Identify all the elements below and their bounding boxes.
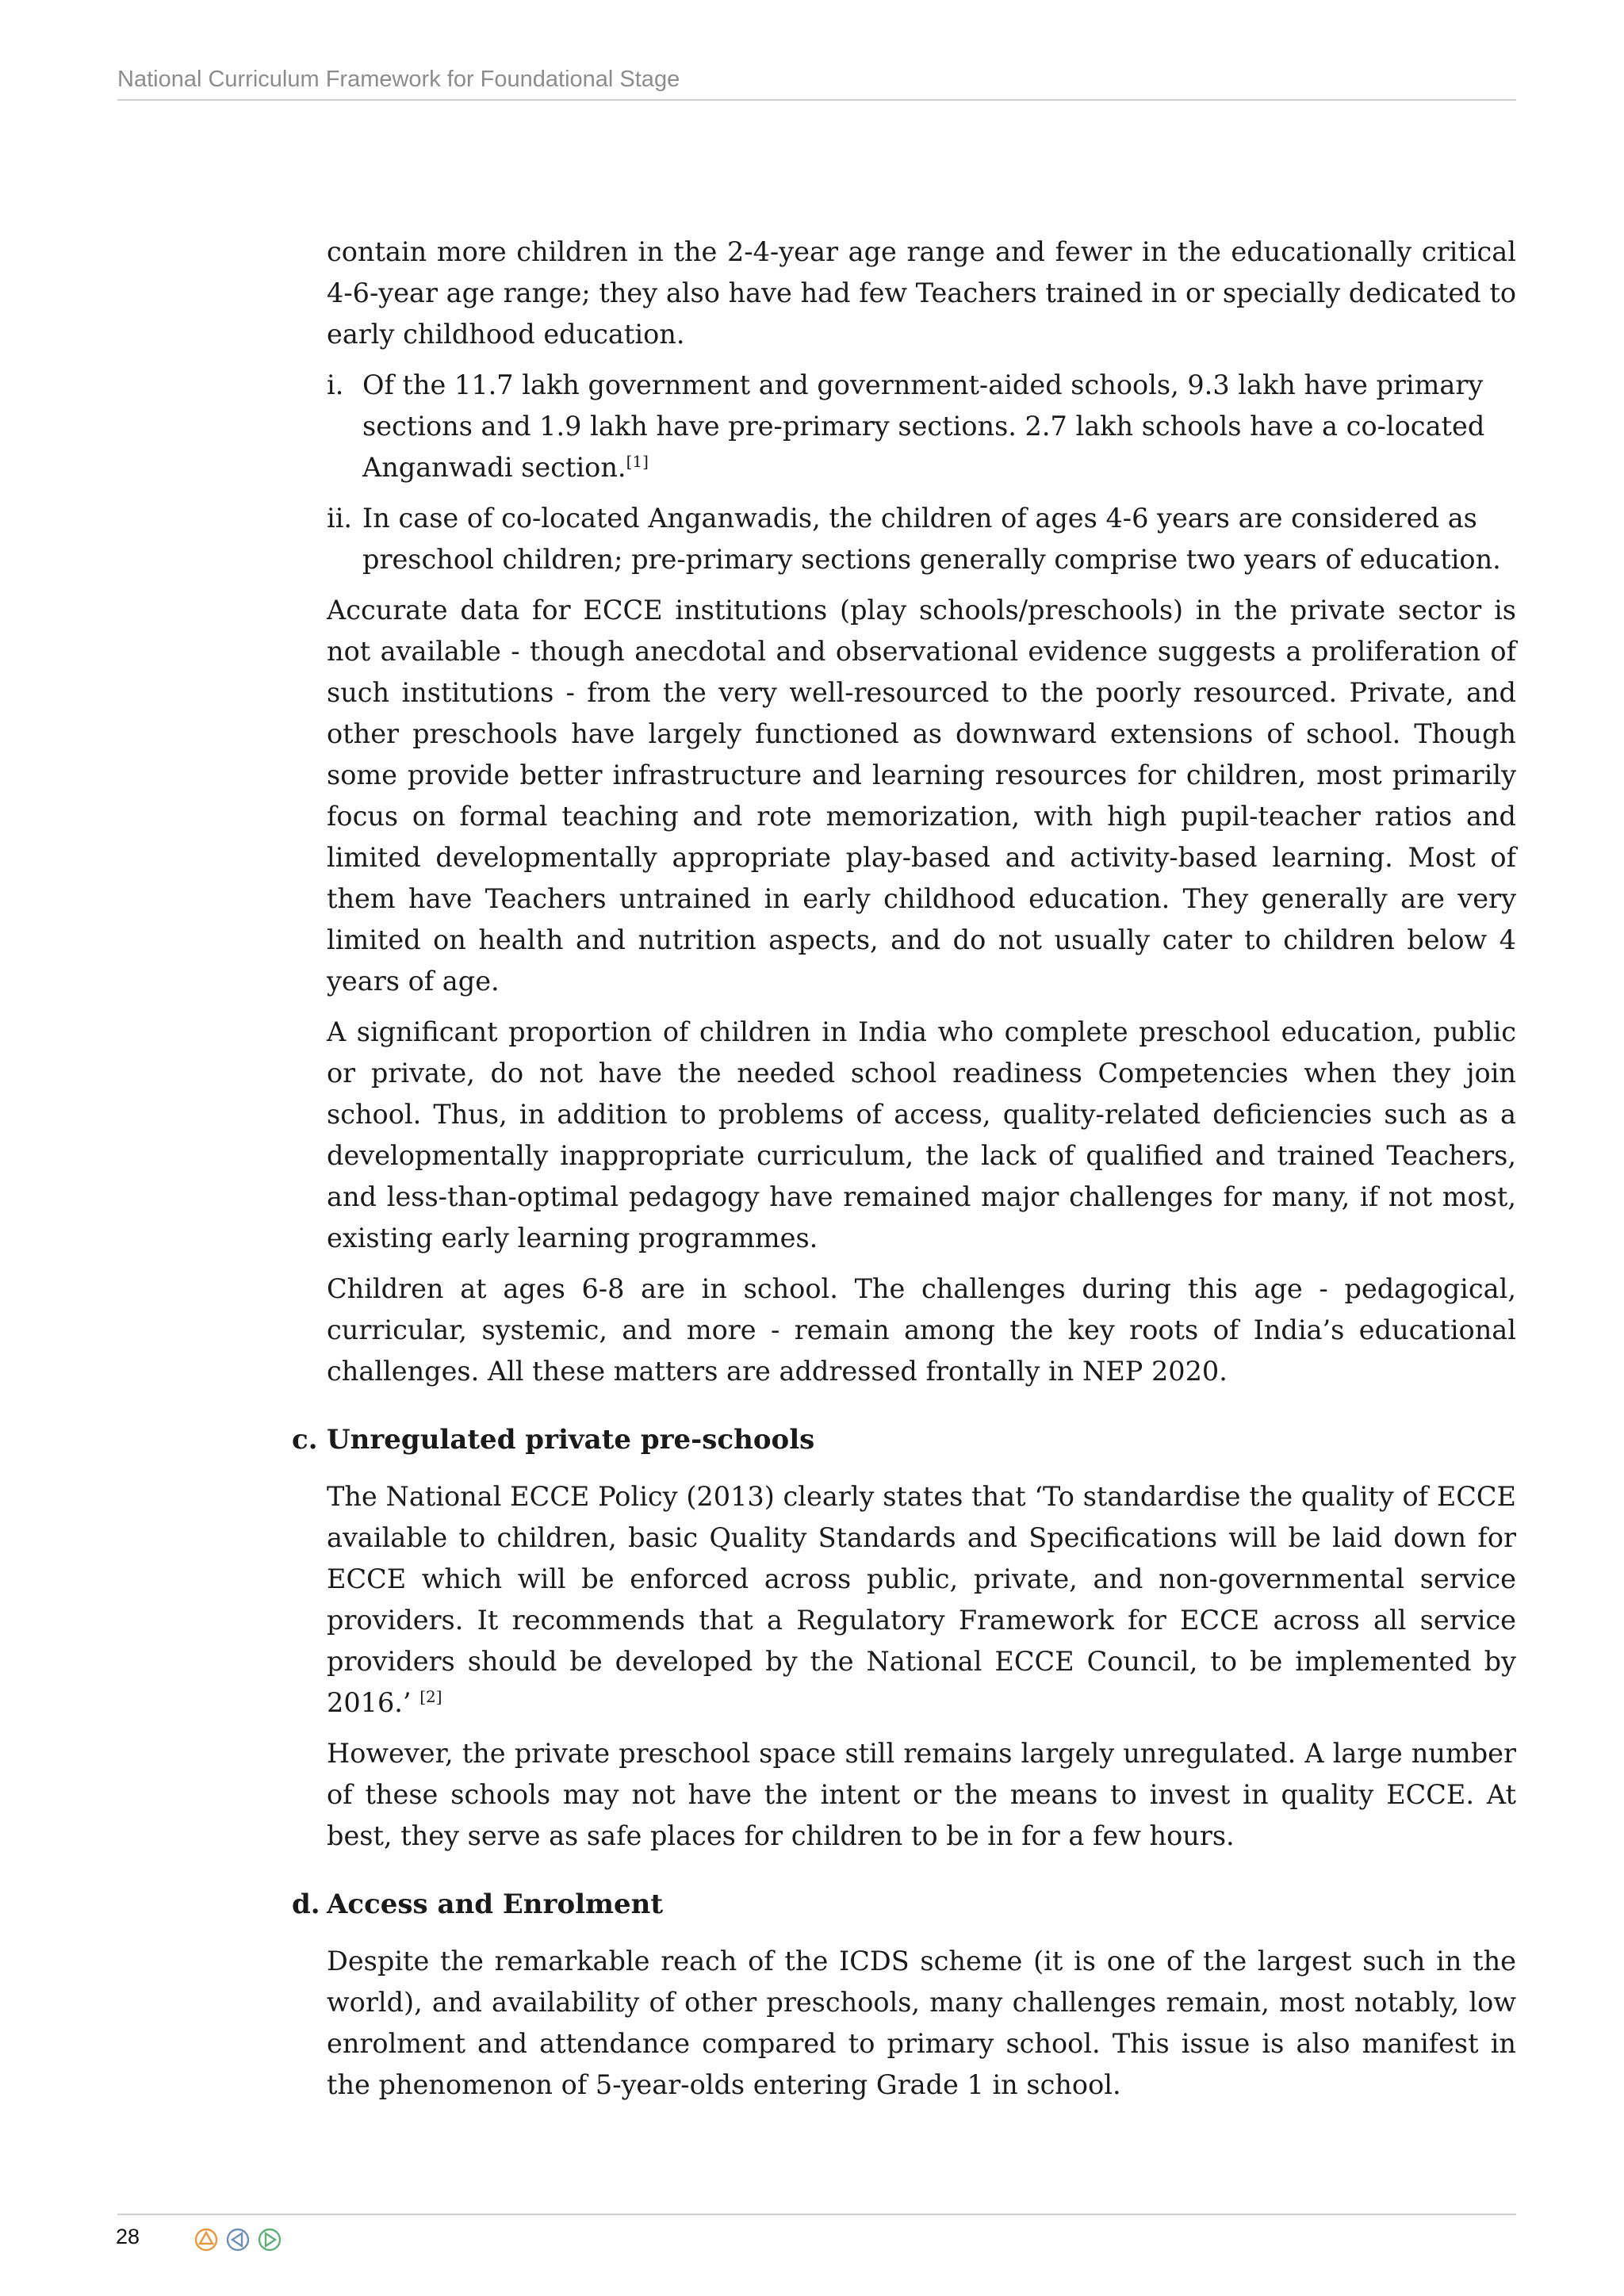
list-item xyxy=(327,365,1512,488)
section-title: Unregulated private pre-schools xyxy=(327,1424,815,1456)
logo-blue-triangle xyxy=(232,2233,242,2246)
section-letter: c. xyxy=(292,1424,318,1456)
list-marker: ii. xyxy=(327,503,353,534)
footnote-ref[interactable]: [1] xyxy=(626,451,649,471)
list-item xyxy=(327,498,1512,580)
running-header-title: National Curriculum Framework for Foundational Stage xyxy=(117,67,680,92)
running-header xyxy=(117,67,1516,101)
body-paragraph: Despite the remarkable reach of the ICDS scheme (it is one of the largest such in the world), and availability of other preschools, many challenges remain, most notably, low enrolment and attendance compared to primary school. This issue is also manifest in the phenomenon of 5-year-olds entering Grade 1 in school. xyxy=(327,1946,1516,2100)
main-content xyxy=(292,232,1516,2115)
section-letter: d. xyxy=(292,1888,320,1920)
paragraph-text: The National ECCE Policy (2013) clearly states that ‘To standardise the quality of ECCE available to children, basic Quality Standards and Specifications will be laid down for ECCE which will be enforced across public, private, and non-governmental service providers. It recommends that a Regulatory Framework for ECCE across all service providers should be developed by the National ECCE Council, to be implemented by 2016.’ xyxy=(327,1481,1516,1718)
section-c xyxy=(292,1419,1516,1857)
section-d xyxy=(292,1884,1516,2106)
body-paragraph: A significant proportion of children in India who complete preschool education, public or private, do not have the needed school readiness Competencies when they join school. Thus, in addition to problems of access, quality-related deficiencies such as a developmentally inappropriate curriculum, the lack of qualified and trained Teachers, and less-than-optimal pedagogy have remained major challenges for many, if not most, existing early learning programmes. xyxy=(327,1016,1516,1253)
logo-orange-triangle xyxy=(200,2233,213,2244)
body-paragraph xyxy=(327,1476,1516,1724)
body-paragraph: Children at ages 6-8 are in school. The challenges during this age - pedagogical, curricular, systemic, and more - remain among the key roots of India’s educational challenges. All these matters are addressed frontally in NEP 2020. xyxy=(327,1273,1516,1387)
list-item-text: Of the 11.7 lakh government and government-aided schools, 9.3 lakh have primary sections and 1.9 lakh have pre-primary sections. 2.7 lakh schools have a co-located Anganwadi section. xyxy=(362,369,1485,483)
section-heading xyxy=(292,1884,1516,1925)
section-heading xyxy=(292,1419,1516,1460)
page-number: 28 xyxy=(116,2225,140,2248)
logo-green-triangle xyxy=(266,2233,275,2246)
section-title: Access and Enrolment xyxy=(327,1888,664,1920)
intro-paragraph: contain more children in the 2-4-year age range and fewer in the educationally critical 4-6-year age range; they also have had few Teachers trained in or specially dedicated to early childhood education. xyxy=(327,236,1516,350)
ncf-logo-icon xyxy=(193,2226,282,2253)
body-paragraph: However, the private preschool space still remains largely unregulated. A large number of these schools may not have the intent or the means to invest in quality ECCE. At best, they serve as safe places for children to be in for a few hours. xyxy=(327,1738,1516,1851)
body-paragraph: Accurate data for ECCE institutions (play schools/preschools) in the private sector is not available - though anecdotal and observational evidence suggests a proliferation of such institutions - from the very well-resourced to the poorly resourced. Private, and other preschools have largely functioned as downward extensions of school. Though some provide better infrastructure and learning resources for children, most primarily focus on formal teaching and rote memorization, with high pupil-teacher ratios and limited developmentally appropriate play-based and activity-based learning. Most of them have Teachers untrained in early childhood education. They generally are very limited on health and nutrition aspects, and do not usually cater to children below 4 years of age. xyxy=(327,595,1516,997)
list-item-text: In case of co-located Anganwadis, the children of ages 4-6 years are considered as preschool children; pre-primary sections generally comprise two years of education. xyxy=(362,503,1501,575)
list-marker: i. xyxy=(327,369,344,400)
numbered-list xyxy=(327,365,1516,580)
footnote-ref[interactable]: [2] xyxy=(419,1686,442,1706)
footer-divider xyxy=(117,2214,1516,2215)
